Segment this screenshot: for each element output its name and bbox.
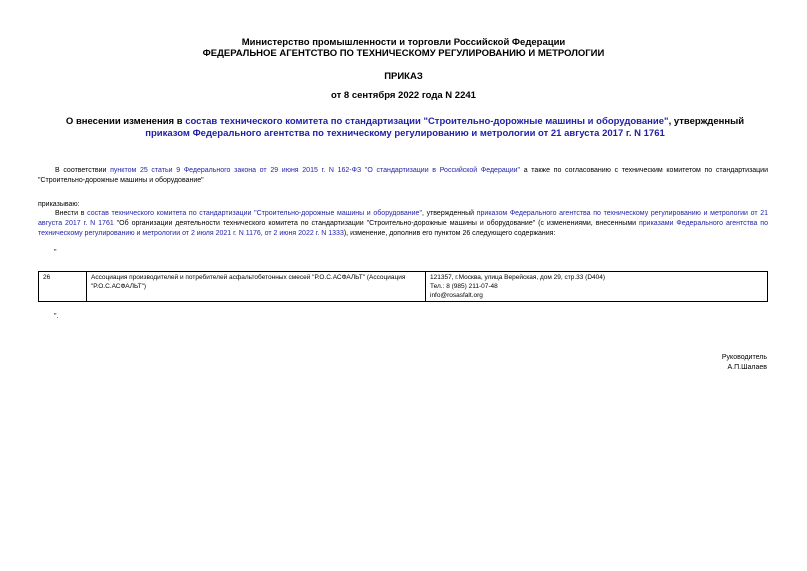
committee-member-table xyxy=(38,271,768,302)
contact-email: info@rosasfalt.org xyxy=(430,292,483,299)
paragraph-basis xyxy=(38,166,768,186)
title-text-1: О внесении изменения в xyxy=(65,116,186,127)
contact-phone: Тел.: 8 (985) 211-07-48 xyxy=(430,283,498,290)
document-type: ПРИКАЗ xyxy=(384,71,423,82)
row-contacts xyxy=(426,272,768,302)
row-number: 26 xyxy=(39,272,87,302)
row-organization: Ассоциация производителей и потребителей асфальтобетонных смесей "Р.О.С.АСФАЛЬТ" (Ассоциация "Р.О.С.АСФАЛЬТ") xyxy=(87,272,426,302)
signature-name: А.П.Шалаев xyxy=(727,364,767,371)
ministry-name: Министерство промышленности и торговли Российской Федерации xyxy=(241,37,566,48)
paragraph-order: приказываю: xyxy=(38,201,80,208)
document-date-number: от 8 сентября 2022 года N 2241 xyxy=(331,90,476,101)
p3-text-b: , утвержденный xyxy=(421,210,477,217)
p3-text-a: Внести в xyxy=(55,210,88,217)
contact-address: 121357, г.Москва, улица Верейская, дом 29, стр.33 (D404) xyxy=(430,274,606,281)
p3-text-c: "Об организации деятельности технического комитета по стандартизации "Строительно-дорожные машины и оборудование" (с изменениями, внесенными xyxy=(113,220,639,227)
p1-text-b: а также по согласованию с техническим комитетом по стандартизации "Строительно-дорожные машины и оборудование" xyxy=(38,167,768,184)
agency-name: ФЕДЕРАЛЬНОЕ АГЕНТСТВО ПО ТЕХНИЧЕСКОМУ РЕГУЛИРОВАНИЮ И МЕТРОЛОГИИ xyxy=(202,48,605,59)
document-title xyxy=(60,116,750,140)
p3-text-d: ), изменение, дополнив его пунктом 26 следующего содержания: xyxy=(343,230,556,237)
p3-order-link[interactable]: приказом Федерального агентства по техническому регулированию и метрологии от 21 августа 2017 г. N 1761 xyxy=(38,210,768,227)
title-link-order[interactable]: приказом Федерального агентства по техническому регулированию и метрологии от 21 августа 2017 г. N 1761 xyxy=(145,128,665,139)
p1-text-a: В соответствии xyxy=(55,167,111,174)
signature-position: Руководитель xyxy=(721,354,767,361)
table-row xyxy=(39,272,768,302)
p1-law-link[interactable]: пунктом 25 статьи 9 Федерального закона от 29 июня 2015 г. N 162-ФЗ "О стандартизации в Российской Федерации" xyxy=(110,167,521,174)
title-link-committee[interactable]: состав технического комитета по стандартизации "Строительно-дорожные машины и оборудование" xyxy=(185,116,669,127)
quote-open: " xyxy=(54,249,57,256)
p3-committee-link[interactable]: состав технического комитета по стандартизации "Строительно-дорожные машины и оборудование" xyxy=(87,210,422,217)
title-text-2: , утвержденный xyxy=(668,116,745,127)
paragraph-amendment xyxy=(38,209,768,239)
quote-close: ". xyxy=(54,313,59,320)
p3-orders-link[interactable]: приказами Федерального агентства по техническому регулированию и метрологии от 2 июля 2021 г. N 1176, от 2 июня 2022 г. N 1333 xyxy=(38,220,768,237)
